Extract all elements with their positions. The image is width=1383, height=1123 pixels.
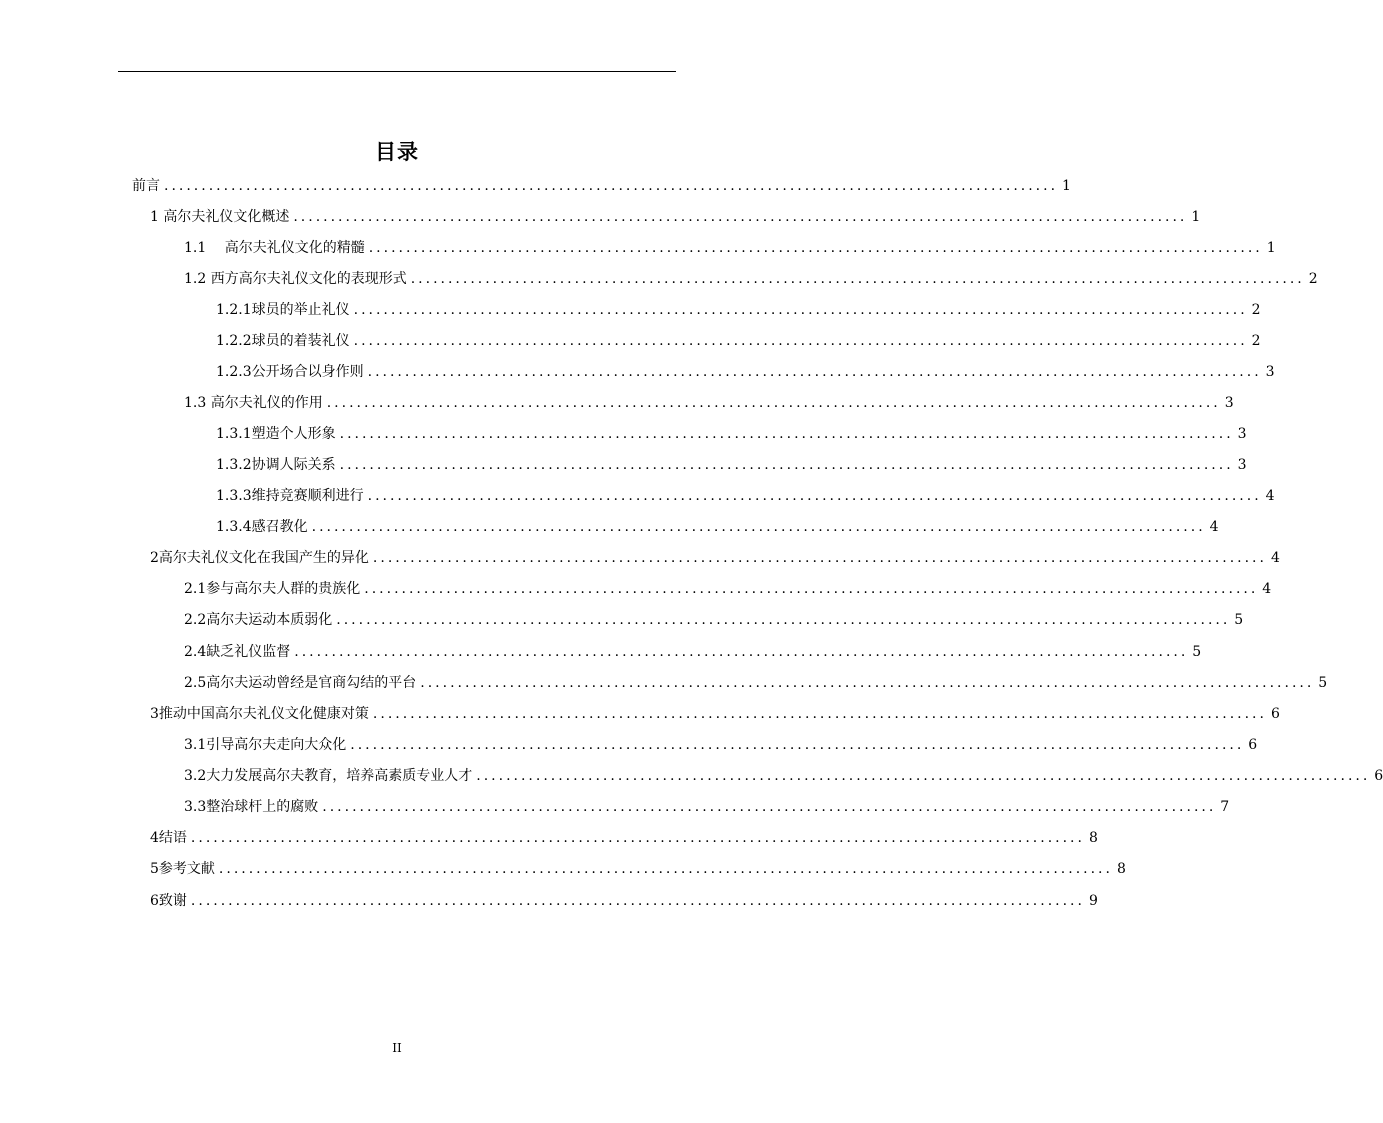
toc-entry-label: 1.3.3维持竞赛顺利进行 xyxy=(216,488,364,504)
toc-entry-label: 3推动中国高尔夫礼仪文化健康对策 xyxy=(150,706,369,722)
toc-entry-label: 1.3.1塑造个人形象 xyxy=(216,426,336,442)
toc-entry-label: 1 高尔夫礼仪文化概述 xyxy=(150,209,290,225)
toc-dot-leader: ........................................................................................................................ xyxy=(339,426,1234,442)
toc-entry-label: 1.1 高尔夫礼仪文化的精髓 xyxy=(184,240,365,256)
toc-dot-leader: ........................................................................................................................ xyxy=(476,768,1371,784)
toc-entry-page: 2 xyxy=(1251,333,1261,349)
toc-entry[interactable] xyxy=(132,174,1071,198)
toc-entry-page: 7 xyxy=(1220,799,1230,815)
toc-entry[interactable] xyxy=(184,236,1276,260)
toc-dot-leader: ........................................................................................................................ xyxy=(368,240,1263,256)
toc-entry-label: 2高尔夫礼仪文化在我国产生的异化 xyxy=(150,550,369,566)
toc-dot-leader: ........................................................................................................................ xyxy=(353,302,1248,318)
toc-entry-label: 2.2高尔夫运动本质弱化 xyxy=(184,612,333,628)
toc-entry[interactable] xyxy=(216,360,1275,384)
toc-entry[interactable] xyxy=(184,391,1234,415)
toc-dot-leader: ........................................................................................................................ xyxy=(311,519,1206,535)
toc-entry[interactable] xyxy=(184,608,1244,632)
toc-entry-label: 2.1参与高尔夫人群的贵族化 xyxy=(184,581,361,597)
toc-entry-page: 6 xyxy=(1248,737,1258,753)
toc-entry-label: 1.3.4感召教化 xyxy=(216,519,308,535)
toc-entry-page: 2 xyxy=(1251,302,1261,318)
toc-entry[interactable] xyxy=(184,577,1272,601)
toc-title: 目录 xyxy=(375,139,419,164)
toc-entry-page: 4 xyxy=(1209,519,1219,535)
toc-dot-leader: ........................................................................................................................ xyxy=(420,675,1315,691)
toc-entry-label: 5参考文献 xyxy=(150,861,215,877)
toc-entry-page: 2 xyxy=(1308,271,1318,287)
toc-entry-label: 2.5高尔夫运动曾经是官商勾结的平台 xyxy=(184,675,417,691)
toc-entry[interactable] xyxy=(150,826,1098,850)
toc-dot-leader: ........................................................................................................................ xyxy=(218,861,1113,877)
toc-dot-leader: ........................................................................................................................ xyxy=(367,364,1262,380)
toc-entry-page: 1 xyxy=(1062,178,1071,194)
header-rule xyxy=(118,71,676,72)
toc-entry[interactable] xyxy=(216,422,1247,446)
toc-entry-label: 1.2.1球员的举止礼仪 xyxy=(216,302,350,318)
toc-entry-label: 1.2.3公开场合以身作则 xyxy=(216,364,364,380)
toc-entry[interactable] xyxy=(216,515,1219,539)
toc-dot-leader: ........................................................................................................................ xyxy=(367,488,1262,504)
toc-entry-page: 3 xyxy=(1224,395,1234,411)
toc-entry-label: 3.3整治球杆上的腐败 xyxy=(184,799,319,815)
toc-entry-page: 4 xyxy=(1265,488,1275,504)
toc-entry[interactable] xyxy=(150,857,1126,881)
toc-entry[interactable] xyxy=(150,889,1098,913)
toc-entry-label: 4结语 xyxy=(150,830,187,846)
toc-dot-leader: ........................................................................................................................ xyxy=(190,830,1085,846)
toc-entry-page: 1 xyxy=(1191,209,1201,225)
toc-dot-leader: ........................................................................................................................ xyxy=(350,737,1245,753)
toc-entry-page: 8 xyxy=(1088,830,1098,846)
toc-dot-leader: ........................................................................................................................ xyxy=(372,706,1267,722)
toc-entry[interactable] xyxy=(184,640,1202,664)
toc-dot-leader: ........................................................................................................................ xyxy=(294,644,1189,660)
toc-entry[interactable] xyxy=(150,546,1280,570)
toc-dot-leader: ........................................................................................................................ xyxy=(164,178,1059,194)
toc-dot-leader: ........................................................................................................................ xyxy=(410,271,1305,287)
toc-entry-label: 3.1引导高尔夫走向大众化 xyxy=(184,737,347,753)
toc-entry-page: 5 xyxy=(1318,675,1328,691)
toc-entry-label: 2.4缺乏礼仪监督 xyxy=(184,644,291,660)
toc-entry-page: 9 xyxy=(1088,893,1098,909)
toc-entry[interactable] xyxy=(150,702,1280,726)
footer-page-number: II xyxy=(392,1041,402,1055)
toc-entry[interactable] xyxy=(216,329,1261,353)
toc-entry-label: 6致谢 xyxy=(150,893,187,909)
toc-entry-page: 5 xyxy=(1192,644,1202,660)
toc-dot-leader: ........................................................................................................................ xyxy=(372,550,1267,566)
toc-dot-leader: ........................................................................................................................ xyxy=(364,581,1259,597)
toc-dot-leader: ........................................................................................................................ xyxy=(336,612,1231,628)
toc-dot-leader: ........................................................................................................................ xyxy=(339,457,1234,473)
toc-entry[interactable] xyxy=(216,298,1261,322)
toc-entry[interactable] xyxy=(184,267,1318,291)
toc-entry-label: 1.2 西方高尔夫礼仪文化的表现形式 xyxy=(184,271,407,287)
toc-entry[interactable] xyxy=(184,795,1230,819)
toc-entry-label: 前言 xyxy=(132,178,160,194)
toc-entry[interactable] xyxy=(184,733,1258,757)
toc-dot-leader: ........................................................................................................................ xyxy=(293,209,1188,225)
toc-entry[interactable] xyxy=(184,671,1328,695)
toc-entry-page: 1 xyxy=(1266,240,1276,256)
toc-entry[interactable] xyxy=(216,453,1247,477)
toc-entry-page: 4 xyxy=(1262,581,1272,597)
toc-entry-page: 6 xyxy=(1374,768,1383,784)
toc-entry-page: 5 xyxy=(1234,612,1244,628)
toc-entry-page: 4 xyxy=(1270,550,1280,566)
toc-entry-label: 1.3.2协调人际关系 xyxy=(216,457,336,473)
toc-entry-label: 1.3 高尔夫礼仪的作用 xyxy=(184,395,323,411)
toc-entry-page: 8 xyxy=(1116,861,1126,877)
toc-entry-page: 6 xyxy=(1270,706,1280,722)
toc-entry-page: 3 xyxy=(1237,457,1247,473)
toc-dot-leader: ........................................................................................................................ xyxy=(322,799,1217,815)
toc-entry[interactable] xyxy=(216,484,1275,508)
toc-entry-page: 3 xyxy=(1237,426,1247,442)
toc-entry[interactable] xyxy=(184,764,1383,788)
toc-dot-leader: ........................................................................................................................ xyxy=(190,893,1085,909)
toc-entry-label: 3.2大力发展高尔夫教育，培养高素质专业人才 xyxy=(184,768,473,784)
toc-dot-leader: ........................................................................................................................ xyxy=(353,333,1248,349)
toc-entry-page: 3 xyxy=(1265,364,1275,380)
toc-entry-label: 1.2.2球员的着装礼仪 xyxy=(216,333,350,349)
toc-dot-leader: ........................................................................................................................ xyxy=(326,395,1221,411)
toc-entry[interactable] xyxy=(150,205,1201,229)
